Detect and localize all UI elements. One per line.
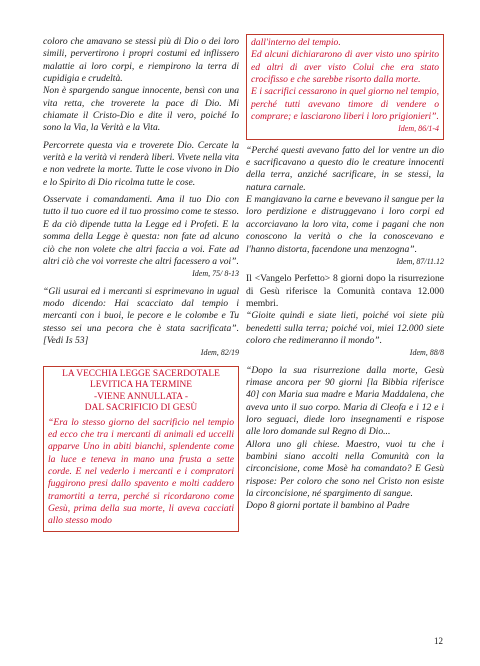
paragraph: Il <Vangelo Perfetto> 8 giorni dopo la risurrezione di Gesù riferisce la Comunità contava 12.000 membri.: [246, 273, 444, 309]
page-number: 12: [434, 636, 443, 646]
paragraph: E mangiavano la carne e bevevano il sangue per la loro perdizione e distruggevano i loro corpi ed accorciavano la loro vita, come i pagani che non conoscono la verità o che la conoscevano e l'hanno distorta, facendone una menzogna”.: [246, 194, 444, 255]
citation: Idem, 86/1-4: [398, 124, 439, 134]
citation: Idem, 75/ 8-13: [192, 269, 239, 279]
paragraph: Osservate i comandamenti. Ama il tuo Dio con tutto il tuo cuore ed il tuo prossimo come te stesso. E da ciò dipende tutta la Legge ed i Profeti. E la somma della Legge è questa: non fate ad alcuno ciò che non volete che altri faccia a voi. Fate ad altri ciò che voi vorreste che altri facessero a voi”.: [43, 194, 239, 267]
box-text: “Era lo stesso giorno del sacrificio nel tempio ed ecco che tra i mercanti di animali ed uccelli apparve Uno in abiti bianchi, splendente come la luce e teneva in mano una frusta a sette corde. E nel vederlo i mercanti e i compratori fuggirono presi dallo spavento e molti caddero tramortiti a terra, perché si ricordarono come Gesù, prima della sua morte, li aveva cacciati allo stesso modo: [48, 416, 234, 527]
highlight-box: [43, 366, 239, 532]
paragraph: Non è spargendo sangue innocente, bensì con una vita retta, che troverete la pace di Dio. Mi chiamate il Cristo-Dio e dite il vero, poiché Io sono la Via, la Verità e la Vita.: [43, 85, 239, 134]
box-title: LA VECCHIA LEGGE SACERDOTALE LEVITICA HA TERMINE -VIENE ANNULLATA - DAL SACRIFICIO DI GESÙ: [62, 368, 220, 414]
paragraph: Percorrete questa via e troverete Dio. Cercate la verità e la verità vi renderà liberi. Vivete nella vita e non vedrete la morte. Tutte le cose vivono in Dio e lo Spirito di Dio ricolma tutte le cose.: [43, 139, 239, 188]
highlight-box: [246, 34, 444, 140]
box-text: Ed alcuni dichiararono di aver visto uno spirito ed altri di aver visto Colui che era stato crocifisso e che sarebbe risorto dalla morte.: [251, 49, 439, 86]
right-column: [246, 36, 444, 513]
citation: Idem, 87/11.12: [396, 256, 444, 266]
paragraph: “Gli usurai ed i mercanti si esprimevano in ugual modo dicendo: Hai scacciato dal tempio i mercanti con i buoi, le pecore e le colombe e Tu stesso sei una pecora che è stata sacrificata”. [Vedi Is 53]: [43, 285, 239, 346]
paragraph: Allora uno gli chiese. Maestro, vuoi tu che i bambini siano accolti nella Comunità con la circoncisione, come Mosè ha comandato? E Gesù rispose: Per coloro che sono nel Cristo non esiste la circoncisione, né spargimento di sangue.: [246, 438, 444, 500]
paragraph: “Perché questi avevano fatto del lor ventre un dio e sacrificavano a questo dio le creature innocenti della terra, anziché sacrificare, in se stessi, la natura carnale.: [246, 144, 444, 193]
box-text: E i sacrifici cessarono in quel giorno nel tempio, perché tutti avevano timore di vendere o comprare; e lasciarono liberi i loro prigionieri”.: [251, 86, 439, 123]
box-text: dall'interno del tempio.: [251, 37, 341, 48]
citation: Idem, 88/8: [409, 348, 444, 358]
paragraph: “Gioite quindi e siate lieti, poiché voi siete più benedetti sulla terra; poiché voi, miei 12.000 siete coloro che redimeranno il mondo”.: [246, 310, 444, 346]
paragraph: “Dopo la sua risurrezione dalla morte, Gesù rimase ancora per 90 giorni [la Bibbia riferisce 40] con Maria sua madre e Maria Maddalena, che aveva unto il suo corpo. Maria di Cleofa e i 12 e i loro seguaci, diede loro insegnamenti e rispose alle loro domande sul Regno di Dio...: [246, 364, 444, 438]
left-column: [43, 36, 239, 532]
paragraph: coloro che amavano se stessi più di Dio o dei loro simili, pervertirono i propri costumi ed inflissero malattie ai loro corpi, e riempirono la terra di cupidigia e crudeltà.: [43, 36, 239, 85]
citation: Idem, 82/19: [200, 348, 239, 358]
paragraph: Dopo 8 giorni portate il bambino al Padre: [246, 500, 410, 512]
